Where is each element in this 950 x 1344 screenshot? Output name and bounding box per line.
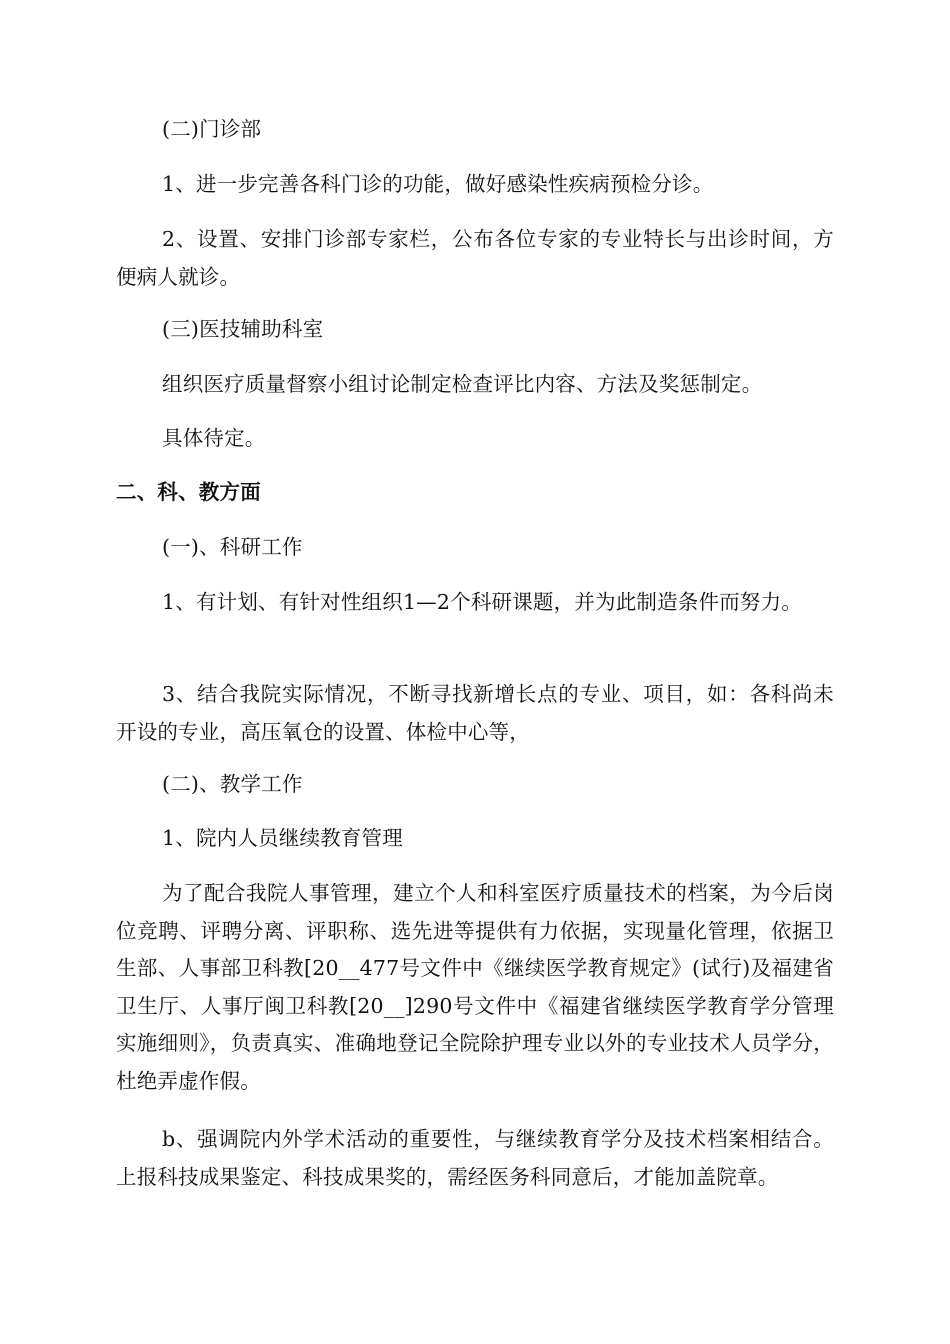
subsection-outpatient-heading: (二)门诊部	[162, 117, 262, 141]
paragraph-teaching-item-1: 1、院内人员继续教育管理	[162, 826, 403, 850]
section-heading-science-education: 二、科、教方面	[116, 480, 261, 504]
paragraph-to-be-determined: 具体待定。	[162, 426, 266, 450]
paragraph-quality-supervision: 组织医疗质量督察小组讨论制定检查评比内容、方法及奖惩制定。	[162, 372, 763, 396]
paragraph-research-item-3: 3、结合我院实际情况，不断寻找新增长点的专业、项目，如：各科尚未开设的专业，高压氧仓的设置、体检中心等，	[116, 682, 834, 744]
subsection-teaching-heading: (二)、教学工作	[162, 772, 303, 796]
paragraph-outpatient-item-1: 1、进一步完善各科门诊的功能，做好感染性疾病预检分诊。	[162, 172, 714, 196]
subsection-research-heading: (一)、科研工作	[162, 535, 303, 559]
paragraph-continuing-education: 为了配合我院人事管理，建立个人和科室医疗质量技术的档案，为今后岗位竞聘、评聘分离、评职称、选先进等提供有力依据，实现量化管理，依据卫生部、人事部卫科教[20__477号文件中《继续医学教育规定》(试行)及福建省卫生厅、人事厅闽卫科教[20__]290号文件中《福建省继续医学教育学分管理实施细则》，负责真实、准确地登记全院除护理专业以外的专业技术人员学分，杜绝弄虚作假。	[116, 881, 834, 1093]
paragraph-academic-activities: b、强调院内外学术活动的重要性，与继续教育学分及技术档案相结合。上报科技成果鉴定、科技成果奖的，需经医务科同意后，才能加盖院章。	[116, 1127, 834, 1189]
subsection-medtech-heading: (三)医技辅助科室	[162, 317, 324, 341]
paragraph-research-item-1: 1、有计划、有针对性组织1—2个科研课题，并为此制造条件而努力。	[162, 590, 803, 614]
paragraph-outpatient-item-2: 2、设置、安排门诊部专家栏，公布各位专家的专业特长与出诊时间，方便病人就诊。	[116, 227, 834, 289]
